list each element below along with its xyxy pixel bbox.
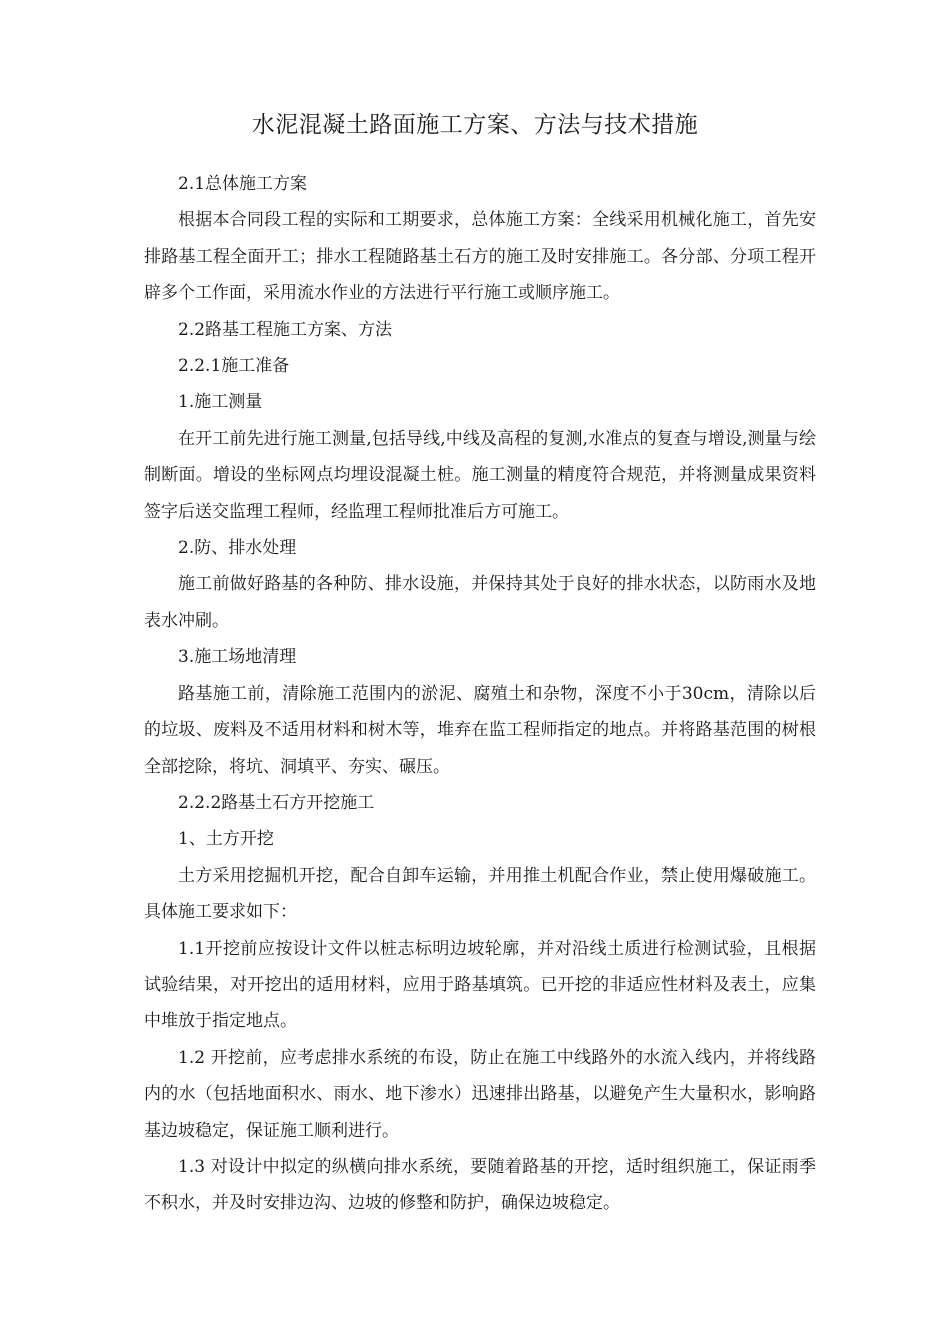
body-paragraph: 1.1开挖前应按设计文件以桩志标明边坡轮廓，并对沿线土质进行检测试验，且根据试验结果，对开挖出的适用材料，应用于路基填筑。已开挖的非适应性材料及表土，应集中堆放于指定地点。 bbox=[144, 938, 816, 1032]
body-paragraph: 根据本合同段工程的实际和工期要求，总体施工方案：全线采用机械化施工，首先安排路基工程全面开工；排水工程随路基土石方的施工及时安排施工。各分部、分项工程开辟多个工作面，采用流水作业的方法进行平行施工或顺序施工。 bbox=[144, 210, 816, 304]
document-body bbox=[144, 166, 816, 1222]
item-heading: 1、土方开挖 bbox=[178, 829, 274, 850]
section-heading: 2.2路基工程施工方案、方法 bbox=[178, 319, 393, 340]
subsection-heading: 2.2.1施工准备 bbox=[178, 356, 290, 377]
body-paragraph: 路基施工前，清除施工范围内的淤泥、腐殖土和杂物，深度不小于30cm，清除以后的垃圾、废料及不适用材料和树木等，堆弃在监工程师指定的地点。并将路基范围的树根全部挖除，将坑、洞填平、夯实、碾压。 bbox=[144, 683, 816, 777]
body-paragraph: 1.3 对设计中拟定的纵横向排水系统，要随着路基的开挖，适时组织施工，保证雨季不积水，并及时安排边沟、边坡的修整和防护，确保边坡稳定。 bbox=[144, 1156, 816, 1214]
document-title: 水泥混凝土路面施工方案、方法与技术措施 bbox=[251, 112, 699, 138]
subsection-heading: 2.2.2路基土石方开挖施工 bbox=[178, 792, 375, 813]
body-paragraph: 1.2 开挖前，应考虑排水系统的布设，防止在施工中线路外的水流入线内，并将线路内的水（包括地面积水、雨水、地下渗水）迅速排出路基，以避免产生大量积水，影响路基边坡稳定，保证施工顺利进行。 bbox=[144, 1047, 816, 1141]
body-paragraph: 施工前做好路基的各种防、排水设施，并保持其处于良好的排水状态，以防雨水及地表水冲刷。 bbox=[144, 574, 816, 631]
body-paragraph: 土方采用挖掘机开挖，配合自卸车运输，并用推土机配合作业，禁止使用爆破施工。具体施工要求如下： bbox=[144, 865, 816, 923]
item-heading: 3.施工场地清理 bbox=[178, 647, 297, 668]
section-heading: 2.1总体施工方案 bbox=[178, 174, 308, 194]
item-heading: 2.防、排水处理 bbox=[178, 538, 297, 559]
body-paragraph: 在开工前先进行施工测量,包括导线,中线及高程的复测,水准点的复查与增设,测量与绘制断面。增设的坐标网点均埋设混凝土桩。施工测量的精度符合规范，并将测量成果资料签字后送交监理工程师，经监理工程师批准后方可施工。 bbox=[144, 428, 816, 522]
item-heading: 1.施工测量 bbox=[178, 392, 263, 413]
